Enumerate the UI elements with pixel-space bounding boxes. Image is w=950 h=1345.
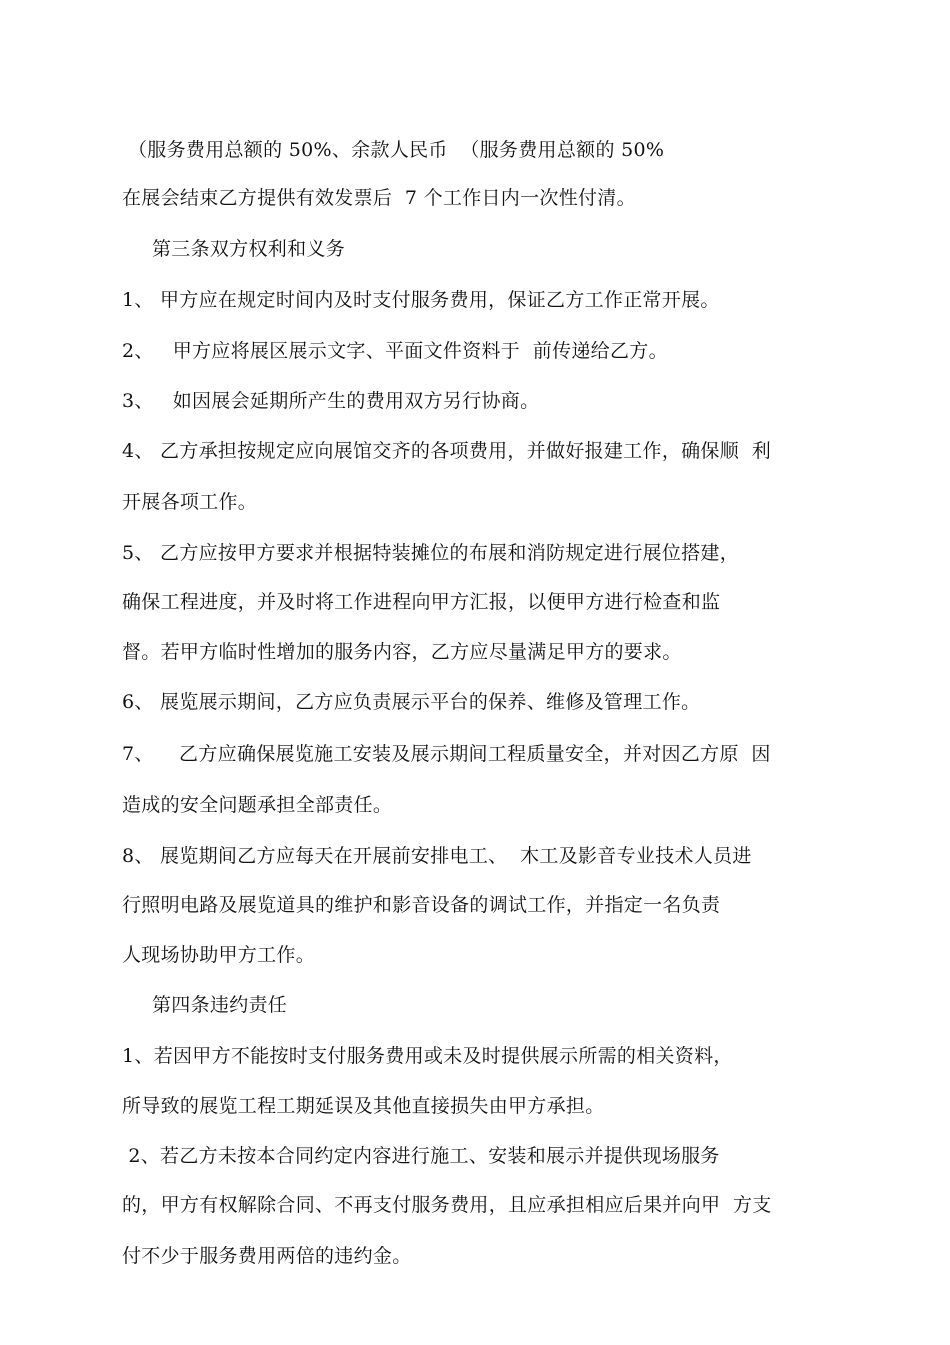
payment-deadline-line: 在展会结束乙方提供有效发票后 7 个工作日内一次性付清。 [122,187,636,209]
article-3-item-5-cont-1: 确保工程进度，并及时将工作进程向甲方汇报，以便甲方进行检查和监 [122,591,721,613]
article-4-item-2-cont-2: 付不少于服务费用两倍的违约金。 [122,1245,412,1267]
payment-terms-line: （服务费用总额的 50%、余款人民币 （服务费用总额的 50% [128,139,665,161]
article-4-item-2: 2、若乙方未按本合同约定内容进行施工、安装和展示并提供现场服务 [122,1145,720,1167]
article-3-item-7: 7、 乙方应确保展览施工安装及展示期间工程质量安全，并对因乙方原 因 [122,743,771,765]
article-4-item-2-cont-1: 的，甲方有权解除合同、不再支付服务费用，且应承担相应后果并向甲 方支 [122,1194,772,1216]
article-3-item-4: 4、 乙方承担按规定应向展馆交齐的各项费用，并做好报建工作，确保顺 利 [122,440,772,462]
article-3-item-3: 3、 如因展会延期所产生的费用双方另行协商。 [122,390,540,412]
article-3-heading: 第三条双方权利和义务 [152,238,346,260]
article-3-item-8: 8、 展览期间乙方应每天在开展前安排电工、 木工及影音专业技术人员进 [122,845,752,867]
article-4-item-1: 1、若因甲方不能按时支付服务费用或未及时提供展示所需的相关资料， [122,1045,733,1067]
article-3-item-8-cont-2: 人现场协助甲方工作。 [122,944,316,966]
article-3-item-2: 2、 甲方应将展区展示文字、平面文件资料于 前传递给乙方。 [122,340,668,362]
article-3-item-8-cont-1: 行照明电路及展览道具的维护和影音设备的调试工作，并指定一名负责 [122,894,721,916]
article-3-item-5-cont-2: 督。若甲方临时性增加的服务内容，乙方应尽量满足甲方的要求。 [122,641,682,663]
article-4-item-1-cont: 所导致的展览工程工期延误及其他直接损失由甲方承担。 [122,1095,605,1117]
article-3-item-6: 6、 展览展示期间，乙方应负责展示平台的保养、维修及管理工作。 [122,691,701,713]
article-3-item-1: 1、 甲方应在规定时间内及时支付服务费用，保证乙方工作正常开展。 [122,289,720,311]
article-3-item-7-cont: 造成的安全问题承担全部责任。 [122,794,393,816]
article-3-item-5: 5、 乙方应按甲方要求并根据特装摊位的布展和消防规定进行展位搭建， [122,542,740,564]
article-4-heading: 第四条违约责任 [152,994,288,1016]
article-3-item-4-cont: 开展各项工作。 [122,491,258,513]
